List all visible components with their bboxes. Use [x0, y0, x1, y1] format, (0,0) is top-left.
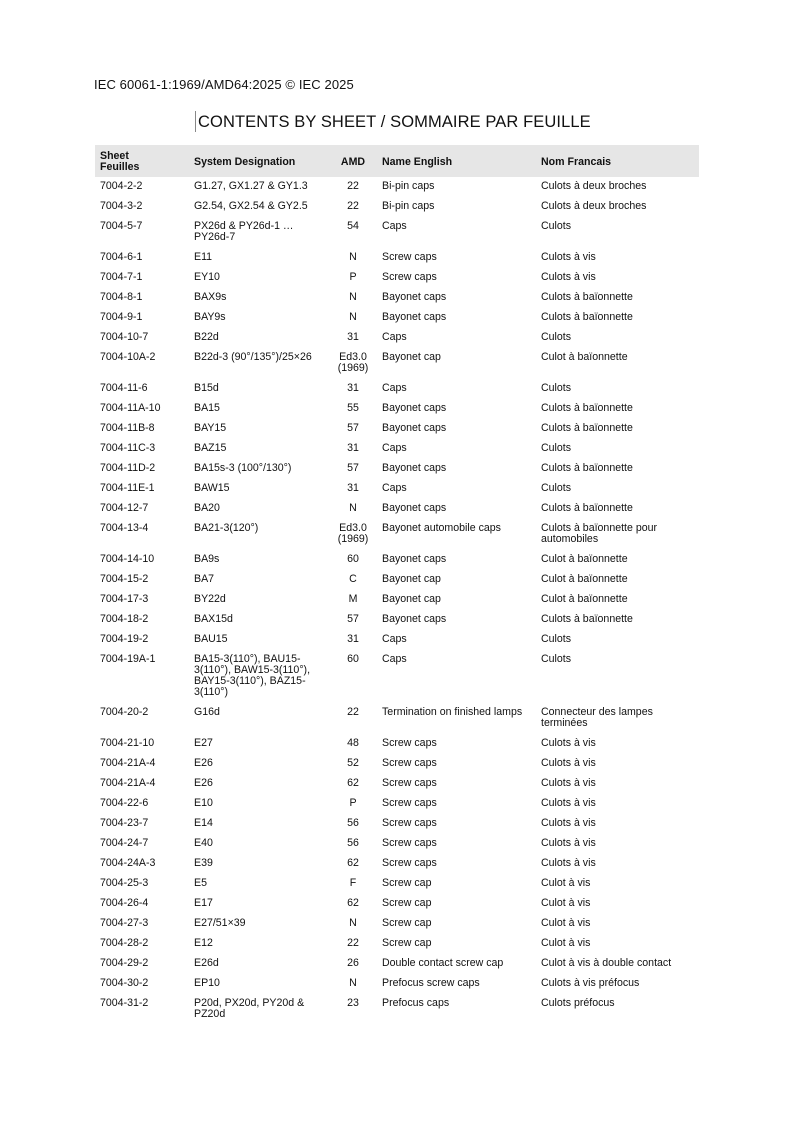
cell-system: E40 [194, 837, 213, 850]
cell-amd: 31 [347, 482, 359, 495]
cell-name-french: Culots [541, 382, 572, 395]
cell-name-english: Bayonet caps [382, 422, 447, 435]
cell-sheet: 7004-11D-2 [100, 462, 156, 475]
cell-system: BA21-3(120°) [194, 522, 259, 535]
cell-sheet: 7004-12-7 [100, 502, 149, 515]
table-row [95, 994, 699, 1025]
cell-system: EP10 [194, 977, 220, 990]
column-header-name-french: Nom Francais [536, 145, 699, 177]
table-row [95, 774, 699, 794]
cell-system: P20d, PX20d, PY20d & PZ20d [194, 997, 305, 1021]
cell-amd: 26 [347, 957, 359, 970]
cell-name-french: Connecteur des lampes terminées [541, 706, 653, 730]
cell-system: PX26d & PY26d-1 … PY26d-7 [194, 220, 294, 244]
cell-name-french: Culots à vis [541, 777, 596, 790]
cell-name-french: Culot à vis à double contact [541, 957, 672, 970]
cell-sheet: 7004-25-3 [100, 877, 149, 890]
cell-name-french: Culots à vis [541, 737, 596, 750]
cell-name-english: Bayonet automobile caps [382, 522, 501, 535]
cell-system: EY10 [194, 271, 220, 284]
cell-system: E26d [194, 957, 219, 970]
cell-name-french: Culots à baïonnette [541, 311, 633, 324]
table-row [95, 550, 699, 570]
table-row [95, 894, 699, 914]
cell-name-french: Culots [541, 220, 572, 233]
document-header: IEC 60061-1:1969/AMD64:2025 © IEC 2025 [94, 77, 354, 92]
cell-name-french: Culots à deux broches [541, 200, 647, 213]
cell-name-french: Culots à vis [541, 271, 596, 284]
cell-name-english: Bayonet caps [382, 311, 447, 324]
table-row [95, 177, 699, 197]
cell-system: E26 [194, 777, 213, 790]
cell-system: E5 [194, 877, 207, 890]
cell-name-english: Screw caps [382, 857, 437, 870]
cell-amd: 62 [347, 777, 359, 790]
cell-sheet: 7004-2-2 [100, 180, 143, 193]
cell-name-french: Culots [541, 442, 572, 455]
table-row [95, 570, 699, 590]
cell-name-english: Bi-pin caps [382, 200, 435, 213]
table-row [95, 288, 699, 308]
table-body [95, 177, 699, 1025]
cell-name-french: Culots à vis [541, 837, 596, 850]
cell-amd: 56 [347, 817, 359, 830]
cell-name-french: Culot à vis [541, 877, 591, 890]
cell-amd: 22 [347, 937, 359, 950]
table-row [95, 268, 699, 288]
cell-name-english: Bi-pin caps [382, 180, 435, 193]
table-row [95, 834, 699, 854]
table-row [95, 954, 699, 974]
cell-sheet: 7004-17-3 [100, 593, 149, 606]
table-row [95, 459, 699, 479]
table-row [95, 379, 699, 399]
cell-sheet: 7004-24A-3 [100, 857, 156, 870]
table-row [95, 479, 699, 499]
table-row [95, 399, 699, 419]
cell-system: BAW15 [194, 482, 230, 495]
cell-sheet: 7004-31-2 [100, 997, 149, 1010]
cell-name-english: Bayonet caps [382, 291, 447, 304]
cell-sheet: 7004-10-7 [100, 331, 149, 344]
cell-name-french: Culots [541, 653, 572, 666]
cell-sheet: 7004-11B-8 [100, 422, 155, 435]
table-row [95, 734, 699, 754]
table-row [95, 794, 699, 814]
cell-name-english: Screw caps [382, 737, 437, 750]
cell-name-french: Culots à vis [541, 797, 596, 810]
cell-amd: P [349, 271, 357, 284]
cell-system: BA20 [194, 502, 220, 515]
cell-amd: 31 [347, 442, 359, 455]
cell-amd: Ed3.0 (1969) [337, 351, 369, 375]
cell-sheet: 7004-10A-2 [100, 351, 156, 364]
cell-system: B15d [194, 382, 219, 395]
cell-sheet: 7004-9-1 [100, 311, 143, 324]
cell-sheet: 7004-13-4 [100, 522, 149, 535]
cell-system: E26 [194, 757, 213, 770]
table-row [95, 439, 699, 459]
cell-system: BAZ15 [194, 442, 227, 455]
cell-sheet: 7004-18-2 [100, 613, 149, 626]
cell-amd: 31 [347, 331, 359, 344]
cell-system: G2.54, GX2.54 & GY2.5 [194, 200, 308, 213]
cell-name-french: Culot à vis [541, 937, 591, 950]
cell-amd: 60 [347, 553, 359, 566]
cell-sheet: 7004-21-10 [100, 737, 155, 750]
cell-name-english: Screw caps [382, 271, 437, 284]
cell-name-english: Screw caps [382, 797, 437, 810]
cell-name-french: Culots à baïonnette pour automobiles [541, 522, 658, 546]
cell-sheet: 7004-22-6 [100, 797, 149, 810]
cell-amd: 23 [347, 997, 359, 1010]
cell-amd: 48 [347, 737, 359, 750]
cell-name-french: Culot à baïonnette [541, 593, 628, 606]
cell-name-english: Caps [382, 382, 407, 395]
cell-system: B22d-3 (90°/135°)/25×26 [194, 351, 312, 364]
cell-amd: 62 [347, 857, 359, 870]
table-row [95, 348, 699, 379]
table-row [95, 499, 699, 519]
cell-amd: N [349, 977, 357, 990]
cell-sheet: 7004-30-2 [100, 977, 149, 990]
contents-table [95, 145, 699, 1025]
cell-name-english: Bayonet cap [382, 573, 441, 586]
cell-name-french: Culot à vis [541, 897, 591, 910]
cell-name-english: Caps [382, 482, 407, 495]
cell-system: BA15 [194, 402, 220, 415]
column-header-sheet [95, 145, 189, 177]
cell-amd: N [349, 291, 357, 304]
table-row [95, 308, 699, 328]
cell-name-french: Culots à baïonnette [541, 402, 633, 415]
cell-name-english: Screw caps [382, 817, 437, 830]
cell-name-french: Culot à baïonnette [541, 351, 628, 364]
cell-name-french: Culots [541, 482, 572, 495]
cell-system: BY22d [194, 593, 226, 606]
cell-amd: 57 [347, 613, 359, 626]
cell-sheet: 7004-29-2 [100, 957, 149, 970]
cell-name-french: Culots à vis préfocus [541, 977, 640, 990]
cell-sheet: 7004-5-7 [100, 220, 143, 233]
cell-system: BAY15 [194, 422, 227, 435]
cell-name-english: Caps [382, 633, 407, 646]
cell-sheet: 7004-11A-10 [100, 402, 161, 415]
cell-sheet: 7004-3-2 [100, 200, 143, 213]
cell-amd: N [349, 502, 357, 515]
column-header-amd: AMD [329, 145, 377, 177]
cell-name-english: Screw caps [382, 837, 437, 850]
cell-name-english: Screw caps [382, 251, 437, 264]
cell-name-french: Culot à vis [541, 917, 591, 930]
cell-name-english: Double contact screw cap [382, 957, 504, 970]
cell-name-english: Screw cap [382, 897, 432, 910]
column-header-sheet-line2: Feuilles [100, 161, 140, 174]
cell-name-french: Culots à baïonnette [541, 462, 633, 475]
cell-name-english: Caps [382, 220, 407, 233]
cell-sheet: 7004-11E-1 [100, 482, 155, 495]
cell-name-french: Culots à vis [541, 857, 596, 870]
cell-name-english: Prefocus caps [382, 997, 450, 1010]
cell-name-french: Culots à baïonnette [541, 613, 633, 626]
cell-sheet: 7004-7-1 [100, 271, 143, 284]
cell-name-english: Bayonet cap [382, 593, 441, 606]
cell-system: G16d [194, 706, 220, 719]
cell-amd: 54 [347, 220, 359, 233]
cell-amd: Ed3.0 (1969) [337, 522, 369, 546]
table-row [95, 610, 699, 630]
cell-name-french: Culots [541, 633, 572, 646]
cell-amd: C [349, 573, 357, 586]
cell-name-english: Bayonet caps [382, 502, 447, 515]
table-row [95, 248, 699, 268]
cell-name-english: Prefocus screw caps [382, 977, 480, 990]
cell-amd: 56 [347, 837, 359, 850]
cell-sheet: 7004-28-2 [100, 937, 149, 950]
cell-system: BA7 [194, 573, 215, 586]
cell-amd: M [348, 593, 358, 606]
cell-name-english: Caps [382, 653, 407, 666]
table-row [95, 590, 699, 610]
cell-name-english: Screw caps [382, 757, 437, 770]
cell-name-french: Culots à baïonnette [541, 502, 633, 515]
column-header-system: System Designation [189, 145, 329, 177]
cell-amd: 22 [347, 200, 359, 213]
cell-amd: 52 [347, 757, 359, 770]
cell-amd: N [349, 251, 357, 264]
cell-sheet: 7004-6-1 [100, 251, 143, 264]
cell-amd: 57 [347, 462, 359, 475]
table-row [95, 519, 699, 550]
cell-system: BA15s-3 (100°/130°) [194, 462, 292, 475]
cell-sheet: 7004-19A-1 [100, 653, 156, 666]
cell-system: E14 [194, 817, 213, 830]
table-row [95, 874, 699, 894]
cell-name-english: Bayonet caps [382, 613, 447, 626]
cell-system: BAU15 [194, 633, 228, 646]
table-header [95, 145, 699, 177]
cell-system: BA15-3(110°), BAU15-3(110°), BAW15-3(110°), BAY15-3(110°), BAZ15-3(110°) [194, 653, 311, 699]
cell-amd: F [349, 877, 357, 890]
cell-sheet: 7004-19-2 [100, 633, 149, 646]
cell-name-french: Culots à baïonnette [541, 291, 633, 304]
cell-amd: P [349, 797, 357, 810]
cell-system: B22d [194, 331, 219, 344]
cell-name-french: Culots à vis [541, 251, 596, 264]
cell-system: BAX15d [194, 613, 233, 626]
cell-amd: 55 [347, 402, 359, 415]
cell-amd: 62 [347, 897, 359, 910]
table-row [95, 630, 699, 650]
cell-system: E27/51×39 [194, 917, 246, 930]
table-header-row [95, 145, 699, 177]
cell-sheet: 7004-26-4 [100, 897, 149, 910]
cell-amd: N [349, 917, 357, 930]
cell-system: BA9s [194, 553, 220, 566]
cell-name-english: Termination on finished lamps [382, 706, 523, 719]
cell-system: E11 [194, 251, 213, 264]
cell-sheet: 7004-23-7 [100, 817, 149, 830]
cell-name-french: Culot à baïonnette [541, 573, 628, 586]
cell-sheet: 7004-14-10 [100, 553, 155, 566]
cell-name-english: Bayonet cap [382, 351, 441, 364]
cell-sheet: 7004-20-2 [100, 706, 149, 719]
cell-amd: 22 [347, 180, 359, 193]
cell-system: E10 [194, 797, 213, 810]
cell-system: G1.27, GX1.27 & GY1.3 [194, 180, 308, 193]
cell-sheet: 7004-11C-3 [100, 442, 156, 455]
cell-name-french: Culots [541, 331, 572, 344]
table-row [95, 650, 699, 703]
cell-sheet: 7004-8-1 [100, 291, 143, 304]
cell-amd: 60 [347, 653, 359, 666]
table-row [95, 854, 699, 874]
cell-name-french: Culots à vis [541, 757, 596, 770]
table-row [95, 934, 699, 954]
cell-name-french: Culots à baïonnette [541, 422, 633, 435]
cell-name-french: Culots à vis [541, 817, 596, 830]
cell-system: BAY9s [194, 311, 226, 324]
cell-amd: 22 [347, 706, 359, 719]
cell-sheet: 7004-11-6 [100, 382, 148, 395]
cell-name-french: Culots préfocus [541, 997, 615, 1010]
cell-amd: 31 [347, 382, 359, 395]
cell-sheet: 7004-24-7 [100, 837, 149, 850]
table-row [95, 328, 699, 348]
cell-name-english: Bayonet caps [382, 462, 447, 475]
cell-system: E12 [194, 937, 213, 950]
column-header-name-english: Name English [377, 145, 536, 177]
column-header-sheet-line1: Sheet [100, 150, 129, 162]
cell-sheet: 7004-21A-4 [100, 757, 156, 770]
cell-name-english: Bayonet caps [382, 402, 447, 415]
table-row [95, 974, 699, 994]
table-row [95, 419, 699, 439]
table-row [95, 217, 699, 248]
cell-name-french: Culot à baïonnette [541, 553, 628, 566]
cell-amd: 31 [347, 633, 359, 646]
table-row [95, 197, 699, 217]
cell-sheet: 7004-15-2 [100, 573, 149, 586]
cell-name-english: Caps [382, 442, 407, 455]
cell-amd: N [349, 311, 357, 324]
cell-system: BAX9s [194, 291, 227, 304]
cell-system: E39 [194, 857, 213, 870]
cell-name-english: Screw cap [382, 937, 432, 950]
cell-name-english: Screw caps [382, 777, 437, 790]
page-title: CONTENTS BY SHEET / SOMMAIRE PAR FEUILLE [198, 113, 591, 131]
table-row [95, 703, 699, 734]
cell-name-english: Caps [382, 331, 407, 344]
cell-name-english: Screw cap [382, 877, 432, 890]
table-row [95, 914, 699, 934]
table-row [95, 814, 699, 834]
cell-sheet: 7004-27-3 [100, 917, 149, 930]
cell-system: E17 [194, 897, 213, 910]
cell-name-english: Screw cap [382, 917, 432, 930]
cell-amd: 57 [347, 422, 359, 435]
cell-name-french: Culots à deux broches [541, 180, 647, 193]
table-row [95, 754, 699, 774]
cell-name-english: Bayonet caps [382, 553, 447, 566]
cell-sheet: 7004-21A-4 [100, 777, 156, 790]
cell-system: E27 [194, 737, 213, 750]
